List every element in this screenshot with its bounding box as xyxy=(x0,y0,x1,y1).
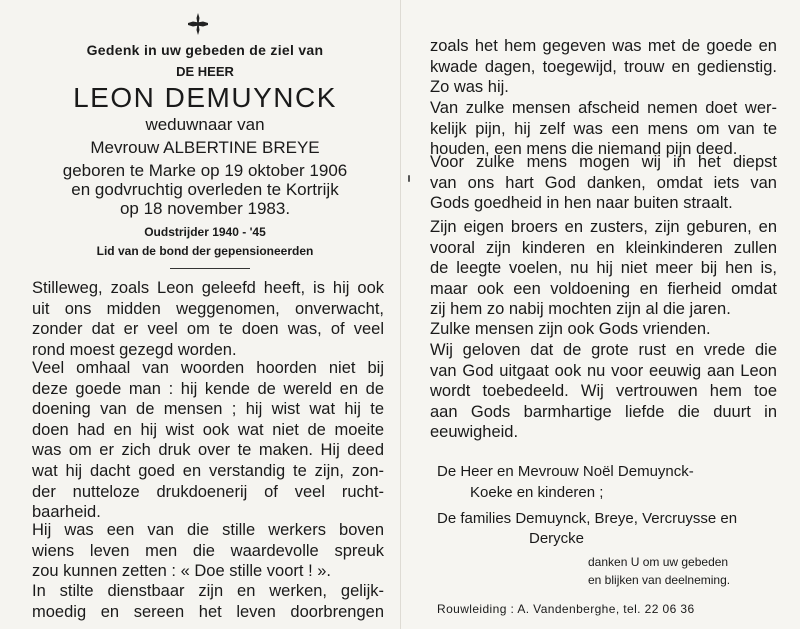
text-line: houden, een mens die niemand pijn deed. xyxy=(430,140,738,159)
right-paragraph-2 xyxy=(430,98,777,160)
title-prefix: DE HEER xyxy=(176,64,234,79)
left-paragraph-1 xyxy=(32,278,384,360)
family-line-2: Koeke en kinderen ; xyxy=(470,484,604,501)
text-line: zoals het hem gegeven was met de goede en xyxy=(430,37,777,55)
text-line: der nutteloze drukdoenerij of veel rucht- xyxy=(32,482,384,501)
text-line: wordt toebedeeld. Wij vertrouwen hem toe xyxy=(430,382,777,401)
text-line: de leegte voelen, nu hij niet meer bij hen is, xyxy=(430,259,777,278)
left-paragraph-4 xyxy=(32,581,384,622)
text-line: Gods goedheid in hen naar buiten straalt. xyxy=(430,194,733,213)
family-line-1: De Heer en Mevrouw Noël Demuynck- xyxy=(437,463,694,480)
text-line: maar ook een voldoening en fierheid omdat xyxy=(430,279,777,298)
text-line: rond moest gezegd worden. xyxy=(32,340,237,359)
membership-line: Lid van de bond der gepensioneerden xyxy=(96,244,314,258)
right-paragraph-1 xyxy=(430,36,777,98)
text-line: kelijk pijn, hij zelf was een mens om van te xyxy=(430,119,777,138)
text-line: was om er zich druk over te maken. Hij deed xyxy=(32,441,384,460)
text-line: uit ons midden weggenomen, onverwacht, xyxy=(32,299,384,318)
birth-line: geboren te Marke op 19 oktober 1906 xyxy=(62,161,348,180)
text-line: zou kunnen zetten : « Doe stille voort ! ». xyxy=(32,562,332,581)
text-line: baarheid. xyxy=(32,503,101,522)
family-line-3: De families Demuynck, Breye, Vercruysse en xyxy=(437,510,738,527)
text-line: doening van de mensen ; hij wist wat hij te xyxy=(32,400,384,419)
text-line: Zulke mensen zijn ook Gods vrienden. xyxy=(430,320,711,338)
right-paragraph-3 xyxy=(430,152,777,214)
divider-line xyxy=(170,268,250,269)
text-line: moedig en sereen het leven doorbrengen xyxy=(32,602,384,621)
left-paragraph-2 xyxy=(32,358,384,523)
print-speck xyxy=(408,175,410,182)
thanks-line-2: en blijken van deelneming. xyxy=(588,573,731,587)
spouse-name: Mevrouw ALBERTINE BREYE xyxy=(90,138,320,157)
family-line-4: Derycke xyxy=(529,530,585,547)
right-paragraph-4 xyxy=(430,217,777,320)
deceased-name: LEON DEMUYNCK xyxy=(73,82,337,113)
text-line: wat hij dacht goed en verstandig te zijn, zon- xyxy=(32,461,384,480)
text-line: aan Gods barmhartige liefde die duurt in xyxy=(430,402,777,421)
text-line: Hij was een van die stille werkers boven xyxy=(32,521,384,539)
text-line: Zijn eigen broers en zusters, zijn geburen, en xyxy=(430,218,777,236)
text-line: vooral zijn kinderen en kleinkinderen zullen xyxy=(430,238,777,257)
text-line: doen had en hij wist ook wat niet de moeite xyxy=(32,420,384,439)
text-line: Wij geloven dat de grote rust en vrede die xyxy=(430,341,777,359)
funeral-director-line: Rouwleiding : A. Vandenberghe, tel. 22 06 36 xyxy=(437,602,695,616)
text-line: kwade dagen, toegewijd, trouw en gedienstig. xyxy=(430,57,777,76)
veteran-line: Oudstrijder 1940 - '45 xyxy=(144,225,266,239)
text-line: eeuwigheid. xyxy=(430,423,519,442)
cross-icon xyxy=(186,12,210,36)
text-line: zonder dat er veel om te doen was, of veel xyxy=(32,320,384,339)
left-paragraph-3 xyxy=(32,520,384,582)
intro-text: Gedenk in uw gebeden de ziel van xyxy=(86,42,324,58)
thanks-line-1: danken U om uw gebeden xyxy=(588,555,729,569)
text-line: deze goede man : hij kende de wereld en de xyxy=(32,379,384,398)
marital-status: weduwnaar van xyxy=(145,115,265,134)
text-line: Voor zulke mens mogen wij in het diepst xyxy=(430,153,777,171)
text-line: zij hem zo nabij mochten zijn al die jaren. xyxy=(430,300,731,319)
death-line: en godvruchtig overleden te Kortrijk xyxy=(71,180,339,199)
text-line: van God uitgaat ook nu voor eeuwig aan Leon xyxy=(430,361,777,380)
right-paragraph-6 xyxy=(430,340,777,443)
text-line: wiens leven men die waardevolle spreuk xyxy=(32,541,384,560)
text-line: In stilte dienstbaar zijn en werken, gelijk- xyxy=(32,582,384,600)
text-line: Van zulke mensen afscheid nemen doet wer- xyxy=(430,99,777,117)
text-line: Veel omhaal van woorden hoorden niet bij xyxy=(32,359,384,377)
text-line: van ons hart God danken, omdat iets van xyxy=(430,173,777,192)
death-date-line: op 18 november 1983. xyxy=(119,199,291,218)
right-paragraph-5 xyxy=(430,319,777,340)
text-line: Zo was hij. xyxy=(430,78,509,97)
text-line: Stilleweg, zoals Leon geleefd heeft, is hij ook xyxy=(32,279,384,297)
